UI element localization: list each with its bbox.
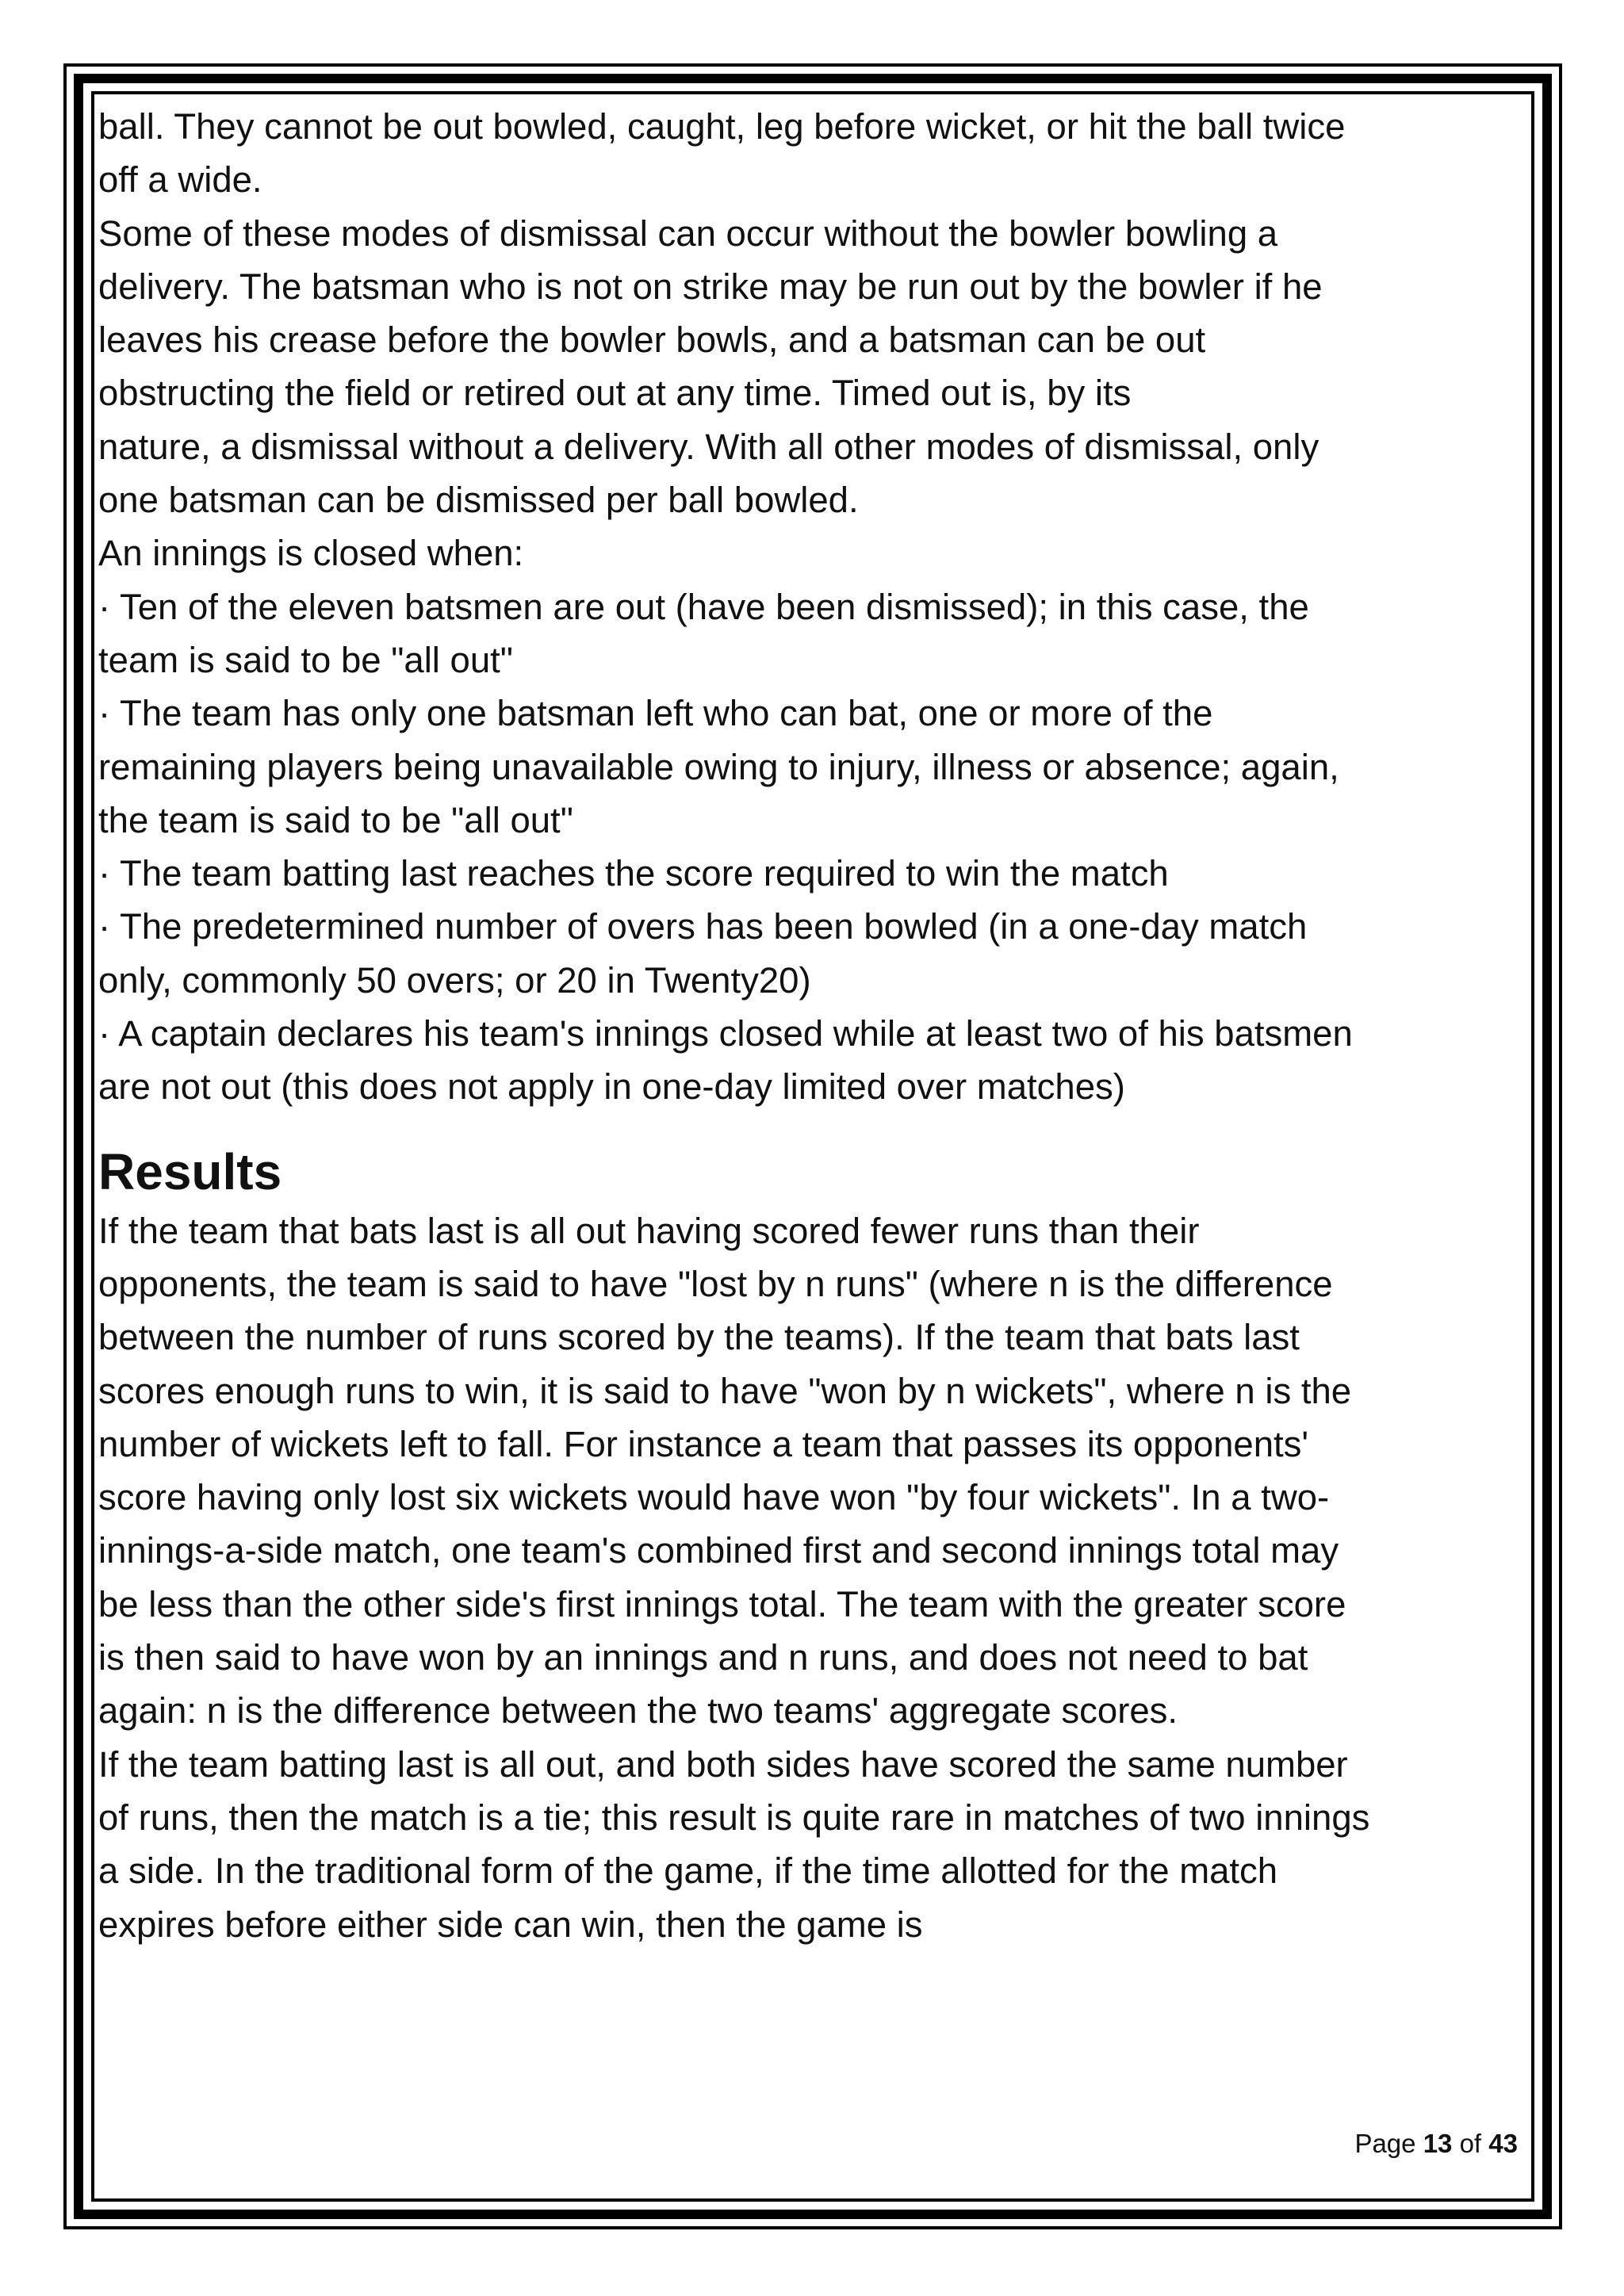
text-line: remaining players being unavailable owing to injury, illness or absence; again, [98,746,1339,787]
text-line: nature, a dismissal without a delivery. With all other modes of dismissal, only [98,426,1320,467]
text-line: ball. They cannot be out bowled, caught, leg before wicket, or hit the ball twice [98,106,1346,147]
footer-current-page: 13 [1423,2129,1453,2158]
text-line: If the team batting last is all out, and both sides have scored the same number [98,1743,1348,1785]
text-line: of runs, then the match is a tie; this result is quite rare in matches of two innings [98,1797,1370,1838]
text-line: off a wide. [98,159,262,201]
footer-page-word: Page [1354,2129,1416,2158]
text-line: innings-a-side match, one team's combined first and second innings total may [98,1530,1339,1571]
text-line: · A captain declares his team's innings closed while at least two of his batsmen [98,1013,1353,1054]
text-line: score having only lost six wickets would have won "by four wickets". In a two- [98,1477,1330,1518]
text-line: · The team has only one batsman left who can bat, one or more of the [98,693,1213,734]
text-line: between the number of runs scored by the teams). If the team that bats last [98,1317,1300,1358]
text-line: opponents, the team is said to have "lost by n runs" (where n is the difference [98,1263,1333,1304]
text-line: are not out (this does not apply in one-day limited over matches) [98,1066,1125,1108]
text-line: a side. In the traditional form of the game, if the time allotted for the match [98,1850,1278,1892]
text-line: expires before either side can win, then the game is [98,1904,923,1945]
text-line: again: n is the difference between the two teams' aggregate scores. [98,1690,1178,1732]
text-line: scores enough runs to win, it is said to have "won by n wickets", where n is the [98,1370,1352,1411]
body-text-part1 [98,100,1530,1114]
text-line: obstructing the field or retired out at any time. Timed out is, by its [98,373,1132,414]
text-line: If the team that bats last is all out having scored fewer runs than their [98,1210,1200,1251]
text-line: only, commonly 50 overs; or 20 in Twenty20) [98,959,811,1001]
page-footer [1354,2129,1518,2159]
text-line: be less than the other side's first innings total. The team with the greater score [98,1583,1346,1624]
text-line: delivery. The batsman who is not on strike may be run out by the bowler if he [98,266,1323,307]
section-heading-results: Results [98,1142,282,1200]
page-content [98,100,1530,1951]
text-line: · Ten of the eleven batsmen are out (have been dismissed); in this case, the [98,586,1309,627]
text-line: leaves his crease before the bowler bowls, and a batsman can be out [98,320,1206,361]
text-line: · The predetermined number of overs has been bowled (in a one-day match [98,906,1308,947]
text-line: is then said to have won by an innings and n runs, and does not need to bat [98,1637,1308,1678]
footer-total-pages: 43 [1488,2129,1518,2158]
text-line: Some of these modes of dismissal can occur without the bowler bowling a [98,212,1278,254]
text-line: the team is said to be "all out" [98,799,573,840]
text-line: number of wickets left to fall. For instance a team that passes its opponents' [98,1423,1309,1464]
footer-of-word: of [1459,2129,1482,2158]
body-text-results [98,1204,1530,1951]
text-line: · The team batting last reaches the score required to win the match [98,853,1169,894]
text-line: one batsman can be dismissed per ball bowled. [98,480,859,521]
text-line: team is said to be "all out" [98,639,513,680]
text-line: An innings is closed when: [98,533,524,574]
